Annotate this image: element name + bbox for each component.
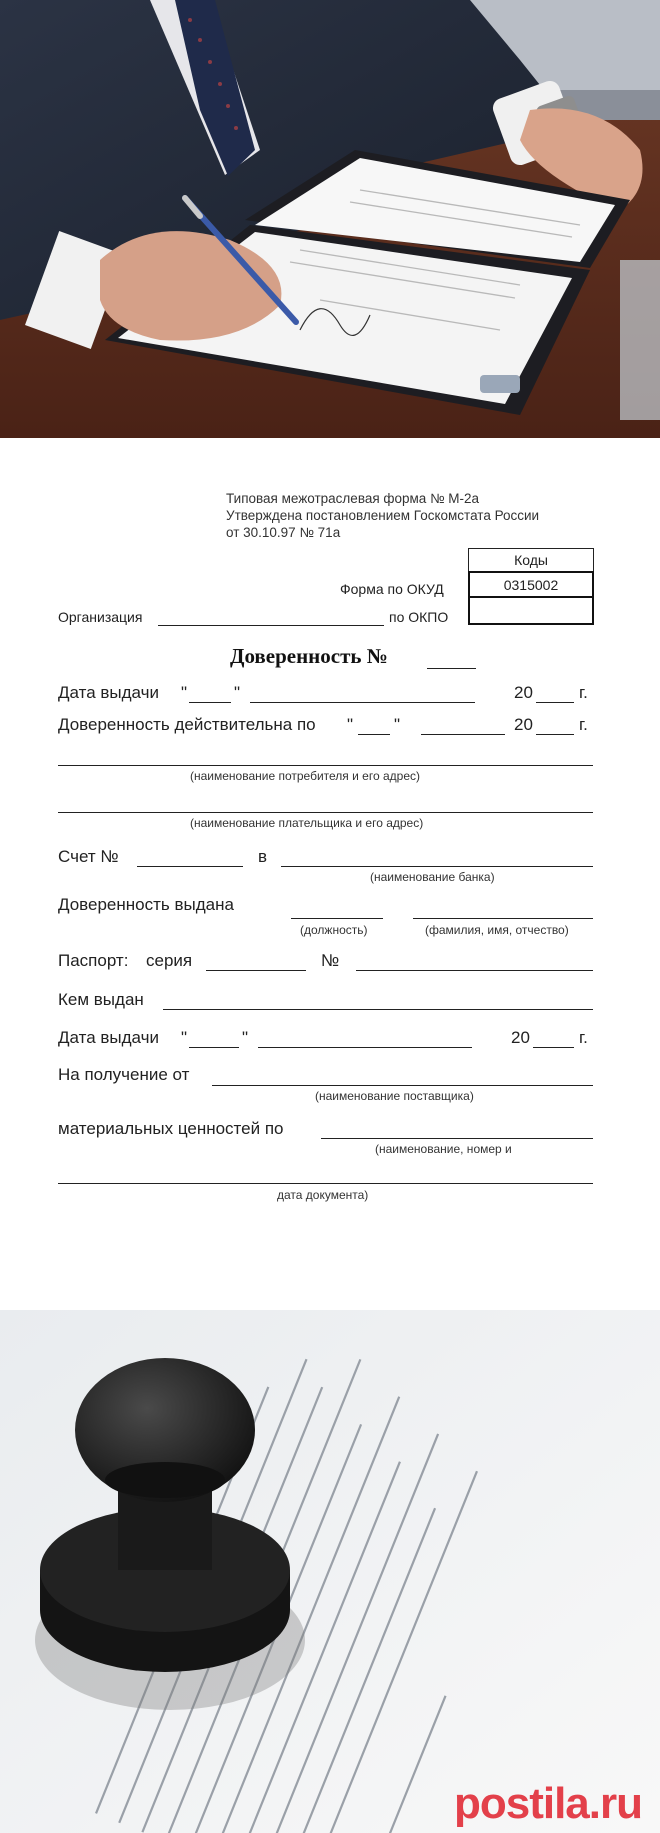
valid-until-month-line bbox=[421, 734, 505, 735]
organization-label: Организация bbox=[58, 609, 143, 625]
issue-date-year-line bbox=[536, 702, 574, 703]
supplier-caption: (наименование поставщика) bbox=[315, 1089, 474, 1103]
valid-until-q1: " bbox=[347, 715, 354, 734]
valid-until-label: Доверенность действительна по bbox=[58, 715, 316, 734]
passport-number-label: № bbox=[321, 951, 340, 970]
document-line-2 bbox=[58, 1183, 593, 1184]
fullname-line bbox=[413, 918, 593, 919]
power-of-attorney-form bbox=[0, 438, 660, 1310]
issue-date-q2: " bbox=[234, 683, 241, 702]
postila-watermark: postila.ru bbox=[453, 1779, 642, 1828]
issue-date-label: Дата выдачи bbox=[58, 683, 159, 702]
material-values-label: материальных ценностей по bbox=[58, 1119, 284, 1138]
passport-series-label: серия bbox=[146, 951, 193, 970]
passport-date-year-suffix: г. bbox=[579, 1028, 588, 1047]
bank-line bbox=[281, 866, 593, 867]
issue-date-day-line bbox=[189, 702, 231, 703]
document-caption: (наименование, номер и bbox=[375, 1142, 512, 1156]
codes-heading: Коды bbox=[468, 548, 594, 571]
issued-to-label: Доверенность выдана bbox=[58, 895, 234, 914]
valid-until-year-suffix: г. bbox=[579, 715, 588, 734]
issue-date-century: 20 bbox=[514, 683, 533, 702]
form-header-line1: Типовая межотраслевая форма № М-2а bbox=[226, 491, 480, 506]
organization-line bbox=[158, 625, 384, 626]
valid-until-day-line bbox=[358, 734, 390, 735]
okud-label: Форма по ОКУД bbox=[340, 581, 444, 597]
position-line bbox=[291, 918, 383, 919]
consumer-caption: (наименование потребителя и его адрес) bbox=[190, 769, 420, 783]
form-header-line3: от 30.10.97 № 71а bbox=[226, 525, 341, 540]
issued-by-label: Кем выдан bbox=[58, 990, 144, 1009]
photo-signing-document bbox=[0, 0, 660, 438]
okpo-code bbox=[468, 598, 594, 625]
passport-date-year-line bbox=[533, 1047, 574, 1048]
passport-date-q2: " bbox=[242, 1028, 249, 1047]
issue-date-q1: " bbox=[181, 683, 188, 702]
stamp-illustration bbox=[0, 1310, 660, 1833]
valid-until-century: 20 bbox=[514, 715, 533, 734]
issue-date-year-suffix: г. bbox=[579, 683, 588, 702]
account-number-line bbox=[137, 866, 243, 867]
passport-date-label: Дата выдачи bbox=[58, 1028, 159, 1047]
doc-number-line bbox=[427, 668, 476, 669]
okud-code: 0315002 bbox=[468, 571, 594, 598]
okpo-label: по ОКПО bbox=[389, 609, 449, 625]
signing-illustration bbox=[0, 0, 660, 438]
passport-series-line bbox=[206, 970, 306, 971]
fullname-caption: (фамилия, имя, отчество) bbox=[425, 923, 569, 937]
payer-line bbox=[58, 812, 593, 813]
form-header-line2: Утверждена постановлением Госкомстата России bbox=[226, 508, 540, 523]
passport-date-day-line bbox=[189, 1047, 239, 1048]
payer-caption: (наименование плательщика и его адрес) bbox=[190, 816, 424, 830]
passport-date-century: 20 bbox=[511, 1028, 530, 1047]
passport-number-line bbox=[356, 970, 593, 971]
consumer-line bbox=[58, 765, 593, 766]
valid-until-q2: " bbox=[394, 715, 401, 734]
passport-date-q1: " bbox=[181, 1028, 188, 1047]
form-title: Доверенность № bbox=[230, 644, 388, 668]
document-caption-2: дата документа) bbox=[277, 1188, 369, 1202]
account-label: Счет № bbox=[58, 847, 119, 866]
position-caption: (должность) bbox=[300, 923, 368, 937]
document-line bbox=[321, 1138, 593, 1139]
issued-by-line bbox=[163, 1009, 593, 1010]
account-in-label: в bbox=[258, 847, 268, 866]
passport-date-month-line bbox=[258, 1047, 472, 1048]
passport-label: Паспорт: bbox=[58, 951, 129, 970]
supplier-line bbox=[212, 1085, 593, 1086]
bank-caption: (наименование банка) bbox=[370, 870, 495, 884]
receive-from-label: На получение от bbox=[58, 1065, 190, 1084]
codes-table bbox=[468, 548, 594, 625]
photo-stamp-document bbox=[0, 1310, 660, 1833]
valid-until-year-line bbox=[536, 734, 574, 735]
issue-date-month-line bbox=[250, 702, 475, 703]
